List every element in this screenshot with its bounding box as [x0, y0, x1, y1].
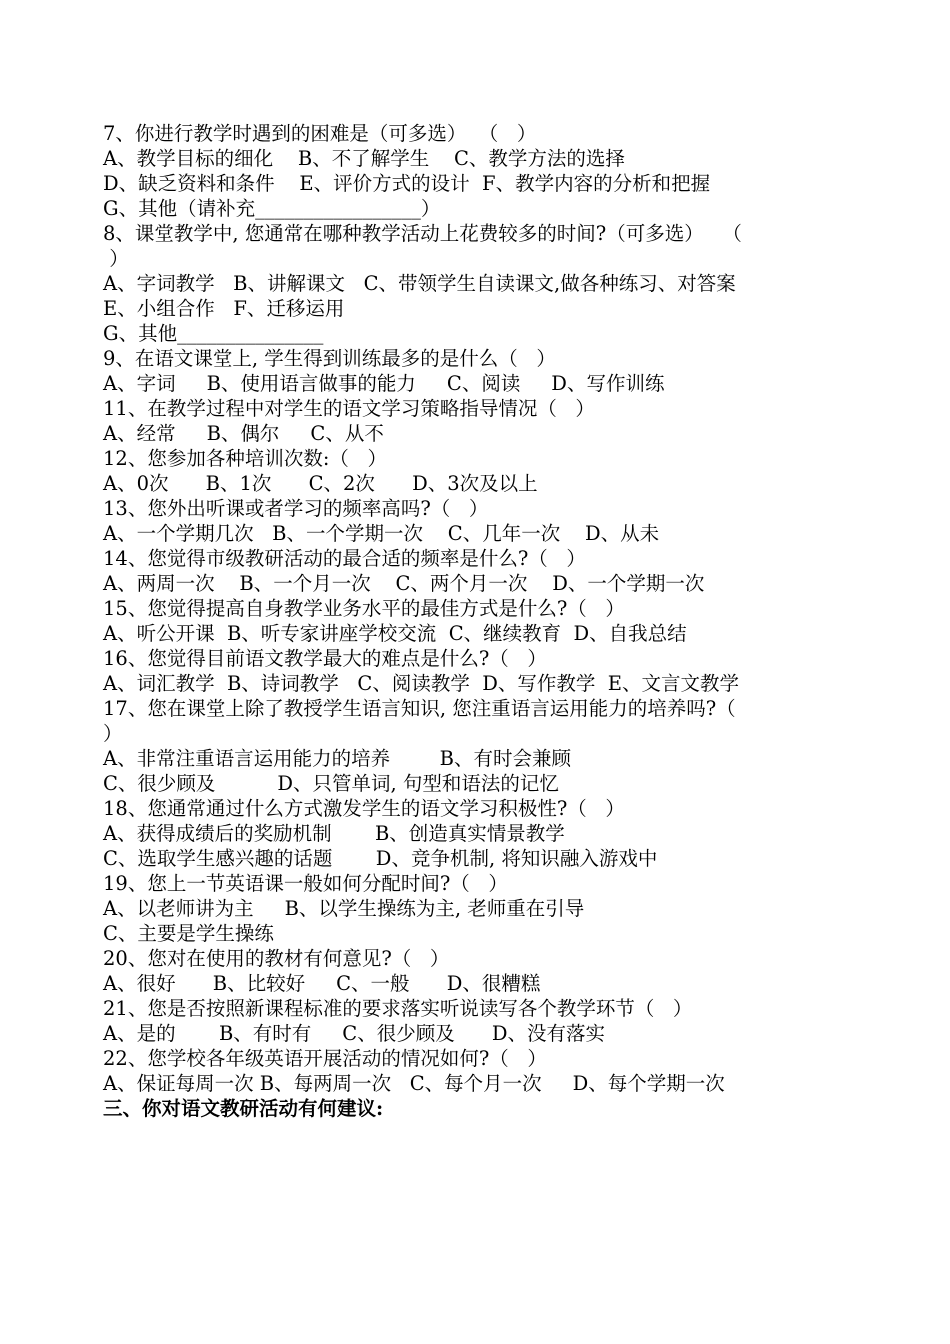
question-9: 9、在语文课堂上, 学生得到训练最多的是什么（ ）: [103, 347, 556, 370]
q7-options-2: D、缺乏资料和条件 E、评价方式的设计 F、教学内容的分析和把握: [103, 172, 711, 195]
q8-options-3: G、其他_______________: [103, 322, 324, 345]
question-13: 13、您外出听课或者学习的频率高吗?（ ）: [103, 497, 489, 520]
q17-options-1: A、非常注重语言运用能力的培养 B、有时会兼顾: [103, 747, 572, 770]
q7-options-3: G、其他（请补充_________________）: [103, 197, 441, 220]
q22-options: A、保证每周一次 B、每两周一次 C、每个月一次 D、每个学期一次: [103, 1072, 725, 1095]
question-8: 8、课堂教学中, 您通常在哪种教学活动上花费较多的时间?（可多选） （: [103, 222, 742, 245]
question-22: 22、您学校各年级英语开展活动的情况如何?（ ）: [103, 1047, 547, 1070]
q8-options-1: A、字词教学 B、讲解课文 C、带领学生自读课文,做各种练习、对答案: [103, 272, 736, 295]
q9-options: A、字词 B、使用语言做事的能力 C、阅读 D、写作训练: [103, 372, 665, 395]
q12-options: A、0次 B、1次 C、2次 D、3次及以上: [103, 472, 538, 495]
question-17: 17、您在课堂上除了教授学生语言知识, 您注重语言运用能力的培养吗?（: [103, 697, 736, 720]
q16-options: A、词汇教学 B、诗词教学 C、阅读教学 D、写作教学 E、文言文教学: [103, 672, 739, 695]
question-8-cont: ）: [103, 247, 129, 270]
q14-options: A、两周一次 B、一个月一次 C、两个月一次 D、一个学期一次: [103, 572, 705, 595]
question-12: 12、您参加各种培训次数:（ ）: [103, 447, 387, 470]
q8-options-2: E、小组合作 F、迁移运用: [103, 297, 345, 320]
question-21: 21、您是否按照新课程标准的要求落实听说读写各个教学环节（ ）: [103, 997, 693, 1020]
question-20: 20、您对在使用的教材有何意见?（ ）: [103, 947, 450, 970]
question-7: 7、你进行教学时遇到的困难是（可多选） （ ）: [103, 122, 537, 145]
section-heading: 三、你对语文教研活动有何建议:: [103, 1097, 384, 1120]
question-16: 16、您觉得目前语文教学最大的难点是什么?（ ）: [103, 647, 547, 670]
q11-options: A、经常 B、偶尔 C、从不: [103, 422, 384, 445]
q21-options: A、是的 B、有时有 C、很少顾及 D、没有落实: [103, 1022, 606, 1045]
question-18: 18、您通常通过什么方式激发学生的语文学习积极性?（ ）: [103, 797, 625, 820]
document-page: [103, 121, 863, 1121]
q19-options-1: A、以老师讲为主 B、以学生操练为主, 老师重在引导: [103, 897, 585, 920]
q15-options: A、听公开课 B、听专家讲座学校交流 C、继续教育 D、自我总结: [103, 622, 687, 645]
q18-options-2: C、选取学生感兴趣的话题 D、竞争机制, 将知识融入游戏中: [103, 847, 658, 870]
question-17-cont: ）: [103, 722, 123, 745]
question-14: 14、您觉得市级教研活动的最合适的频率是什么?（ ）: [103, 547, 586, 570]
q19-options-2: C、主要是学生操练: [103, 922, 274, 945]
question-19: 19、您上一节英语课一般如何分配时间?（ ）: [103, 872, 508, 895]
q18-options-1: A、获得成绩后的奖励机制 B、创造真实情景教学: [103, 822, 565, 845]
question-15: 15、您觉得提高自身教学业务水平的最佳方式是什么?（ ）: [103, 597, 625, 620]
q20-options: A、很好 B、比较好 C、一般 D、很糟糕: [103, 972, 541, 995]
q13-options: A、一个学期几次 B、一个学期一次 C、几年一次 D、从未: [103, 522, 660, 545]
q17-options-2: C、很少顾及 D、只管单词, 句型和语法的记忆: [103, 772, 559, 795]
question-11: 11、在教学过程中对学生的语文学习策略指导情况（ ）: [103, 397, 595, 420]
q7-options-1: A、教学目标的细化 B、不了解学生 C、教学方法的选择: [103, 147, 625, 170]
